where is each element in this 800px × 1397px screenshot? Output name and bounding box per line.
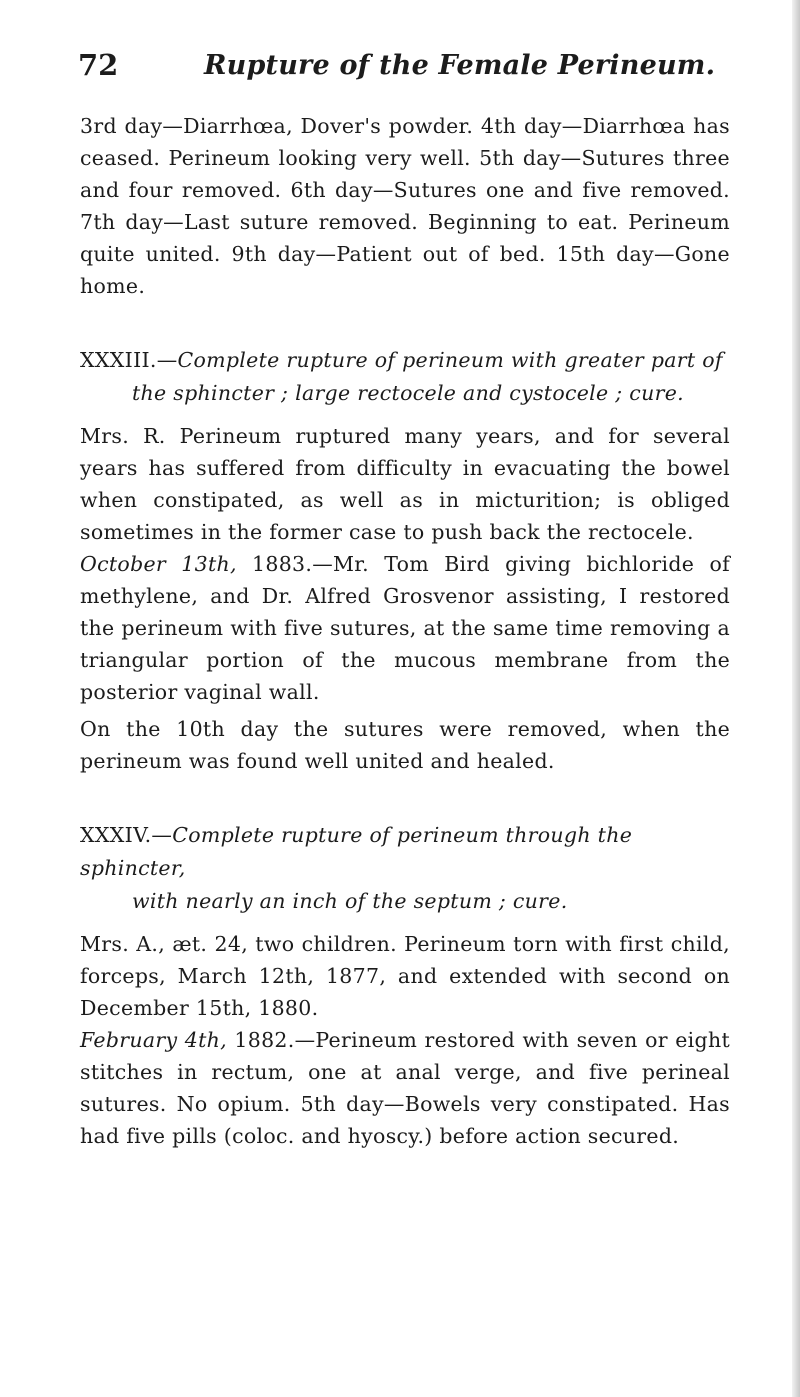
- case-33-history: Mrs. R. Perineum ruptured many years, and for several years has suffered from difficulty in evacuating the bowel when constipated, as well as in micturition; is obliged sometimes in the former case to push back the rectocele.: [80, 424, 730, 544]
- page-number: 72: [78, 48, 119, 82]
- case-34-operation: [80, 1024, 730, 1152]
- continuation-paragraph: 3rd day—Diarrhœa, Dover's powder. 4th day—Diarrhœa has ceased. Perineum looking very well. 5th day—Sutures three and four removed. 6th day—Sutures one and five removed. 7th day—Last suture removed. Beginning to eat. Perineum quite united. 9th day—Patient out of bed. 15th day—Gone home.: [80, 114, 730, 298]
- case-33-operation-text: 1883.—Mr. Tom Bird giving bichloride of methylene, and Dr. Alfred Grosvenor assisting, I restored the perineum with five sutures, at the same time removing a triangular portion of the mucous membrane from the posterior vaginal wall.: [80, 552, 730, 704]
- page-header: [78, 48, 718, 88]
- running-title: Rupture of the Female Perineum.: [204, 50, 716, 81]
- case-34-date: February 4th,: [80, 1028, 227, 1052]
- case-33-number: XXXIII.—: [80, 348, 178, 372]
- page-body: [80, 110, 730, 1152]
- case-34-title-line1: Complete rupture of perineum through the sphincter,: [80, 823, 633, 880]
- case-33-date: October 13th,: [80, 552, 237, 576]
- case-34-number: XXXIV.—: [80, 823, 173, 847]
- case-33-heading: [80, 344, 730, 410]
- case-34-operation-text: 1882.—Perineum restored with seven or eight stitches in rectum, one at anal verge, and five perineal sutures. No opium. 5th day—Bowels very constipated. Has had five pills (coloc. and hyoscy.) before action secured.: [80, 1028, 730, 1148]
- case-33-title-line2: the sphincter ; large rectocele and cystocele ; cure.: [132, 381, 684, 405]
- case-33-operation: [80, 548, 730, 708]
- case-33-title-line1: Complete rupture of perineum with greater part of: [177, 348, 723, 372]
- page-edge-shadow: [792, 0, 800, 1397]
- case-34-history: Mrs. A., æt. 24, two children. Perineum torn with first child, forceps, March 12th, 1877, and extended with second on December 15th, 1880.: [80, 932, 730, 1020]
- case-34-title-line2: with nearly an inch of the septum ; cure.: [132, 889, 568, 913]
- case-34-heading: [80, 819, 730, 918]
- case-33-outcome: On the 10th day the sutures were removed, when the perineum was found well united and healed.: [80, 717, 730, 773]
